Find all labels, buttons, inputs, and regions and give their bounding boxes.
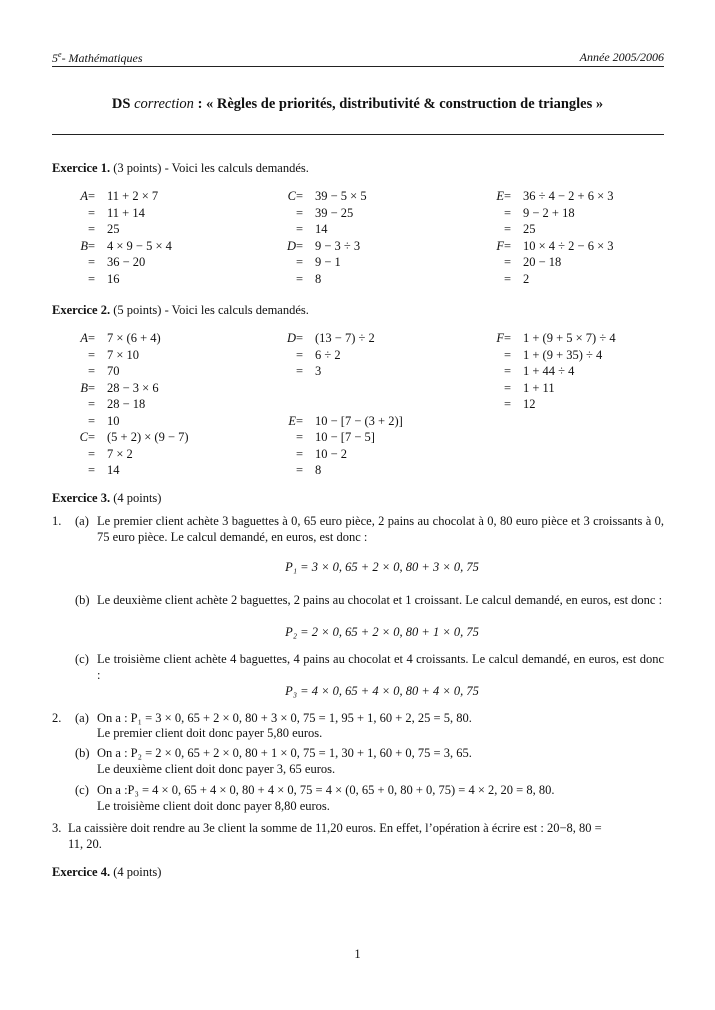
exercise-3-q2c-line2: Le troisième client doit donc payer 8,80 euros. xyxy=(97,799,330,813)
calc-lhs: F xyxy=(496,238,504,253)
exercise-1-calc-line xyxy=(48,188,248,205)
exercise-2-calc-line xyxy=(48,380,248,397)
exercise-3-q1b-label: (b) xyxy=(75,593,90,607)
calc-rhs: 7 × 10 xyxy=(107,347,140,362)
equals-sign: = xyxy=(88,222,96,236)
equals-sign: = xyxy=(88,446,96,461)
calc-rhs: 10 − [7 − (3 + 2)] xyxy=(315,413,403,428)
equals-sign: = xyxy=(504,331,512,345)
exercise-2-calc-line xyxy=(256,396,456,413)
exercise-3-q2a-line1: On a : P₁ = 3 × 0, 65 + 2 × 0, 80 + 3 × 0, 75 = 1, 95 + 1, 60 + 2, 25 = 5, 80. xyxy=(97,711,472,725)
calc-rhs: 3 xyxy=(315,364,322,378)
calc-rhs: 39 − 5 × 5 xyxy=(315,189,367,203)
exercise-2-column-1 xyxy=(48,330,248,479)
equals-sign: = xyxy=(88,347,96,362)
equals-sign: = xyxy=(504,380,512,395)
calc-lhs: B xyxy=(80,380,88,395)
calc-rhs: 9 − 3 ÷ 3 xyxy=(315,238,361,253)
calc-rhs: 36 − 20 xyxy=(107,255,146,269)
calc-rhs: 11 + 14 xyxy=(107,205,145,220)
exercise-3-q2a-line2: Le premier client doit donc payer 5,80 euros. xyxy=(97,726,323,740)
equals-sign: = xyxy=(88,430,96,444)
calc-lhs: A xyxy=(80,189,88,203)
header-rule xyxy=(52,66,664,67)
calc-lhs: B xyxy=(80,238,88,253)
equals-sign: = xyxy=(504,205,512,220)
calc-lhs: D xyxy=(286,331,296,345)
equals-sign: = xyxy=(88,397,96,411)
exercise-3-q1b-text: Le deuxième client achète 2 baguettes, 2 pains au chocolat et 1 croissant. Le calcul demandé, en euros, est donc : xyxy=(97,593,663,607)
equals-sign: = xyxy=(88,189,96,203)
calc-rhs: 25 xyxy=(523,222,536,236)
exercise-2-calc-line xyxy=(48,330,248,347)
equals-sign: = xyxy=(296,347,304,362)
exercise-3-q1b-formula: P₂ = 2 × 0, 65 + 2 × 0, 80 + 1 × 0, 75 xyxy=(285,625,479,639)
equals-sign: = xyxy=(88,463,96,477)
equals-sign: = xyxy=(296,189,304,203)
header-left: 5e- Mathématiques xyxy=(52,50,143,65)
calc-rhs: 9 − 1 xyxy=(315,255,341,269)
equals-sign: = xyxy=(504,364,512,378)
calc-rhs: 16 xyxy=(107,271,120,286)
calc-lhs: C xyxy=(79,430,88,444)
exercise-1-calc-line xyxy=(256,221,456,238)
exercise-1-calc-line xyxy=(464,271,674,288)
exercise-1-column-3 xyxy=(464,188,674,287)
exercise-2-calc-line xyxy=(464,380,674,397)
equals-sign: = xyxy=(296,463,304,477)
equals-sign: = xyxy=(88,238,96,253)
equals-sign: = xyxy=(88,380,96,395)
equals-sign: = xyxy=(88,255,96,269)
exercise-1-calc-line xyxy=(464,205,674,222)
equals-sign: = xyxy=(296,413,304,428)
equals-sign: = xyxy=(296,430,304,444)
exercise-2-calc-line xyxy=(256,462,456,479)
exercise-2-calc-line xyxy=(464,396,674,413)
exercise-1-calc-line xyxy=(256,254,456,271)
exercise-1-column-2 xyxy=(256,188,456,287)
calc-rhs: 20 − 18 xyxy=(523,255,562,269)
equals-sign: = xyxy=(296,222,304,236)
calc-lhs: A xyxy=(80,331,88,345)
exercise-3-q2b-line1: On a : P₂ = 2 × 0, 65 + 2 × 0, 80 + 1 × 0, 75 = 1, 30 + 1, 60 + 0, 75 = 3, 65. xyxy=(97,746,472,760)
exercise-3-q1a-formula: P₁ = 3 × 0, 65 + 2 × 0, 80 + 3 × 0, 75 xyxy=(285,560,479,574)
document-title: DS correction : « Règles de priorités, distributivité & construction de triangles » xyxy=(111,96,604,112)
calc-rhs: 14 xyxy=(315,222,328,236)
exercise-3-q2c-label: (c) xyxy=(75,783,89,797)
exercise-2-heading: Exercice 2. (5 points) - Voici les calculs demandés. xyxy=(52,303,309,317)
calc-rhs: 11 + 2 × 7 xyxy=(107,189,159,203)
exercise-3-q1-number: 1. xyxy=(52,514,62,528)
equals-sign: = xyxy=(88,271,96,286)
calc-rhs: 14 xyxy=(107,463,120,477)
exercise-3-q2-number: 2. xyxy=(52,711,62,725)
calc-rhs: (5 + 2) × (9 − 7) xyxy=(107,430,189,444)
header-right: Année 2005/2006 xyxy=(579,50,664,64)
exercise-2-calc-line xyxy=(256,413,456,430)
exercise-3-q3-number: 3. xyxy=(52,821,62,835)
calc-lhs: F xyxy=(496,331,504,345)
equals-sign: = xyxy=(504,238,512,253)
exercise-3-q2c-line1: On a :P₃ = 4 × 0, 65 + 4 × 0, 80 + 4 × 0, 75 = 4 × (0, 65 + 0, 80 + 0, 75) = 4 × 2, 20 = 8, 80. xyxy=(97,783,555,797)
equals-sign: = xyxy=(88,331,96,345)
calc-lhs: E xyxy=(496,189,504,203)
equals-sign: = xyxy=(88,413,96,428)
exercise-3-q1a-text: Le premier client achète 3 baguettes à 0, 65 euro pièce, 2 pains au chocolat à 0, 80 euro pièce et 3 croissants à 0, 75 euro pièce. Le calcul demandé, en euros, est donc : xyxy=(97,514,664,545)
title-rule xyxy=(52,134,664,135)
exercise-2-calc-line xyxy=(256,347,456,364)
calc-rhs: 8 xyxy=(315,271,322,286)
calc-rhs: 36 ÷ 4 − 2 + 6 × 3 xyxy=(523,189,614,203)
exercise-2-calc-line xyxy=(48,462,248,479)
equals-sign: = xyxy=(504,189,512,203)
exercise-1-calc-line xyxy=(464,188,674,205)
calc-lhs: C xyxy=(287,189,296,203)
equals-sign: = xyxy=(296,271,304,286)
calc-rhs: 10 − [7 − 5] xyxy=(315,430,375,444)
calc-lhs: E xyxy=(288,413,296,428)
calc-rhs: 10 xyxy=(107,413,120,428)
exercise-3-q1c-label: (c) xyxy=(75,652,89,666)
calc-rhs: 7 × (6 + 4) xyxy=(107,331,161,345)
exercise-1-heading: Exercice 1. (3 points) - Voici les calculs demandés. xyxy=(52,161,309,175)
exercise-1-calc-line xyxy=(256,188,456,205)
exercise-2-calc-line xyxy=(48,347,248,364)
exercise-2-calc-line xyxy=(48,429,248,446)
calc-rhs: 7 × 2 xyxy=(107,446,133,461)
calc-rhs: 2 xyxy=(523,271,530,286)
calc-rhs: 25 xyxy=(107,222,120,236)
calc-rhs: 8 xyxy=(315,463,322,477)
exercise-2-calc-line xyxy=(256,380,456,397)
exercise-2-calc-line xyxy=(256,363,456,380)
calc-rhs: 1 + (9 + 5 × 7) ÷ 4 xyxy=(523,331,616,345)
equals-sign: = xyxy=(296,238,304,253)
exercise-1-calc-line xyxy=(256,205,456,222)
page-number: 1 xyxy=(354,947,361,961)
exercise-1-calc-line xyxy=(464,254,674,271)
calc-rhs: 4 × 9 − 5 × 4 xyxy=(107,238,172,253)
exercise-2-calc-line xyxy=(256,330,456,347)
exercise-2-calc-line xyxy=(48,446,248,463)
exercise-3-q1c-text: Le troisième client achète 4 baguettes, 4 pains au chocolat et 4 croissants. Le calcul demandé, en euros, est donc : xyxy=(97,652,664,683)
exercise-3-q2b-line2: Le deuxième client doit donc payer 3, 65 euros. xyxy=(97,762,336,776)
equals-sign: = xyxy=(504,271,512,286)
equals-sign: = xyxy=(296,331,304,345)
equals-sign: = xyxy=(504,397,512,411)
exercise-1-calc-line xyxy=(464,238,674,255)
equals-sign: = xyxy=(88,364,96,378)
calc-rhs: 6 ÷ 2 xyxy=(315,347,341,362)
calc-rhs: 28 − 3 × 6 xyxy=(107,380,159,395)
calc-rhs: 1 + 11 xyxy=(523,380,555,395)
exercise-3-heading: Exercice 3. (4 points) xyxy=(52,491,162,505)
equals-sign: = xyxy=(88,205,96,220)
exercise-2-calc-line xyxy=(256,446,456,463)
calc-rhs: 10 × 4 ÷ 2 − 6 × 3 xyxy=(523,238,614,253)
exercise-3-q1a-label: (a) xyxy=(75,514,89,528)
calc-rhs: 70 xyxy=(107,364,120,378)
exercise-3-q3-line1: La caissière doit rendre au 3e client la somme de 11,20 euros. En effet, l’opération à écrire est : 20−8, 80 = xyxy=(68,821,602,835)
equals-sign: = xyxy=(296,446,304,461)
exercise-2-calc-line xyxy=(464,347,674,364)
calc-rhs: 28 − 18 xyxy=(107,397,146,411)
exercise-1-calc-line xyxy=(48,254,248,271)
calc-rhs: 39 − 25 xyxy=(315,205,354,220)
calc-lhs: D xyxy=(286,238,296,253)
equals-sign: = xyxy=(504,255,512,269)
equals-sign: = xyxy=(296,205,304,220)
calc-rhs: 12 xyxy=(523,397,536,411)
exercise-4-heading: Exercice 4. (4 points) xyxy=(52,865,162,879)
exercise-1-calc-line xyxy=(48,205,248,222)
exercise-3-q3-line2: 11, 20. xyxy=(68,837,102,851)
exercise-2-calc-line xyxy=(48,396,248,413)
calc-rhs: 1 + 44 ÷ 4 xyxy=(523,364,575,378)
exercise-3-q2a-label: (a) xyxy=(75,711,89,725)
calc-rhs: (13 − 7) ÷ 2 xyxy=(315,331,375,345)
exercise-1-calc-line xyxy=(48,221,248,238)
exercise-3-q1c-formula: P₃ = 4 × 0, 65 + 4 × 0, 80 + 4 × 0, 75 xyxy=(285,684,479,698)
exercise-1-calc-line xyxy=(48,238,248,255)
calc-rhs: 9 − 2 + 18 xyxy=(523,205,575,220)
exercise-1-calc-line xyxy=(256,238,456,255)
equals-sign: = xyxy=(504,222,512,236)
exercise-2-calc-line xyxy=(48,363,248,380)
exercise-2-calc-line xyxy=(464,330,674,347)
equals-sign: = xyxy=(296,255,304,269)
exercise-1-calc-line xyxy=(464,221,674,238)
exercise-1-calc-line xyxy=(48,271,248,288)
exercise-1-column-1 xyxy=(48,188,248,287)
calc-rhs: 10 − 2 xyxy=(315,446,348,461)
exercise-2-column-2 xyxy=(256,330,456,479)
exercise-3-q2b-label: (b) xyxy=(75,746,90,760)
equals-sign: = xyxy=(296,364,304,378)
exercise-2-calc-line xyxy=(464,363,674,380)
equals-sign: = xyxy=(504,347,512,362)
calc-rhs: 1 + (9 + 35) ÷ 4 xyxy=(523,347,603,362)
exercise-1-calc-line xyxy=(256,271,456,288)
exercise-2-calc-line xyxy=(48,413,248,430)
exercise-2-column-3 xyxy=(464,330,674,413)
exercise-2-calc-line xyxy=(256,429,456,446)
